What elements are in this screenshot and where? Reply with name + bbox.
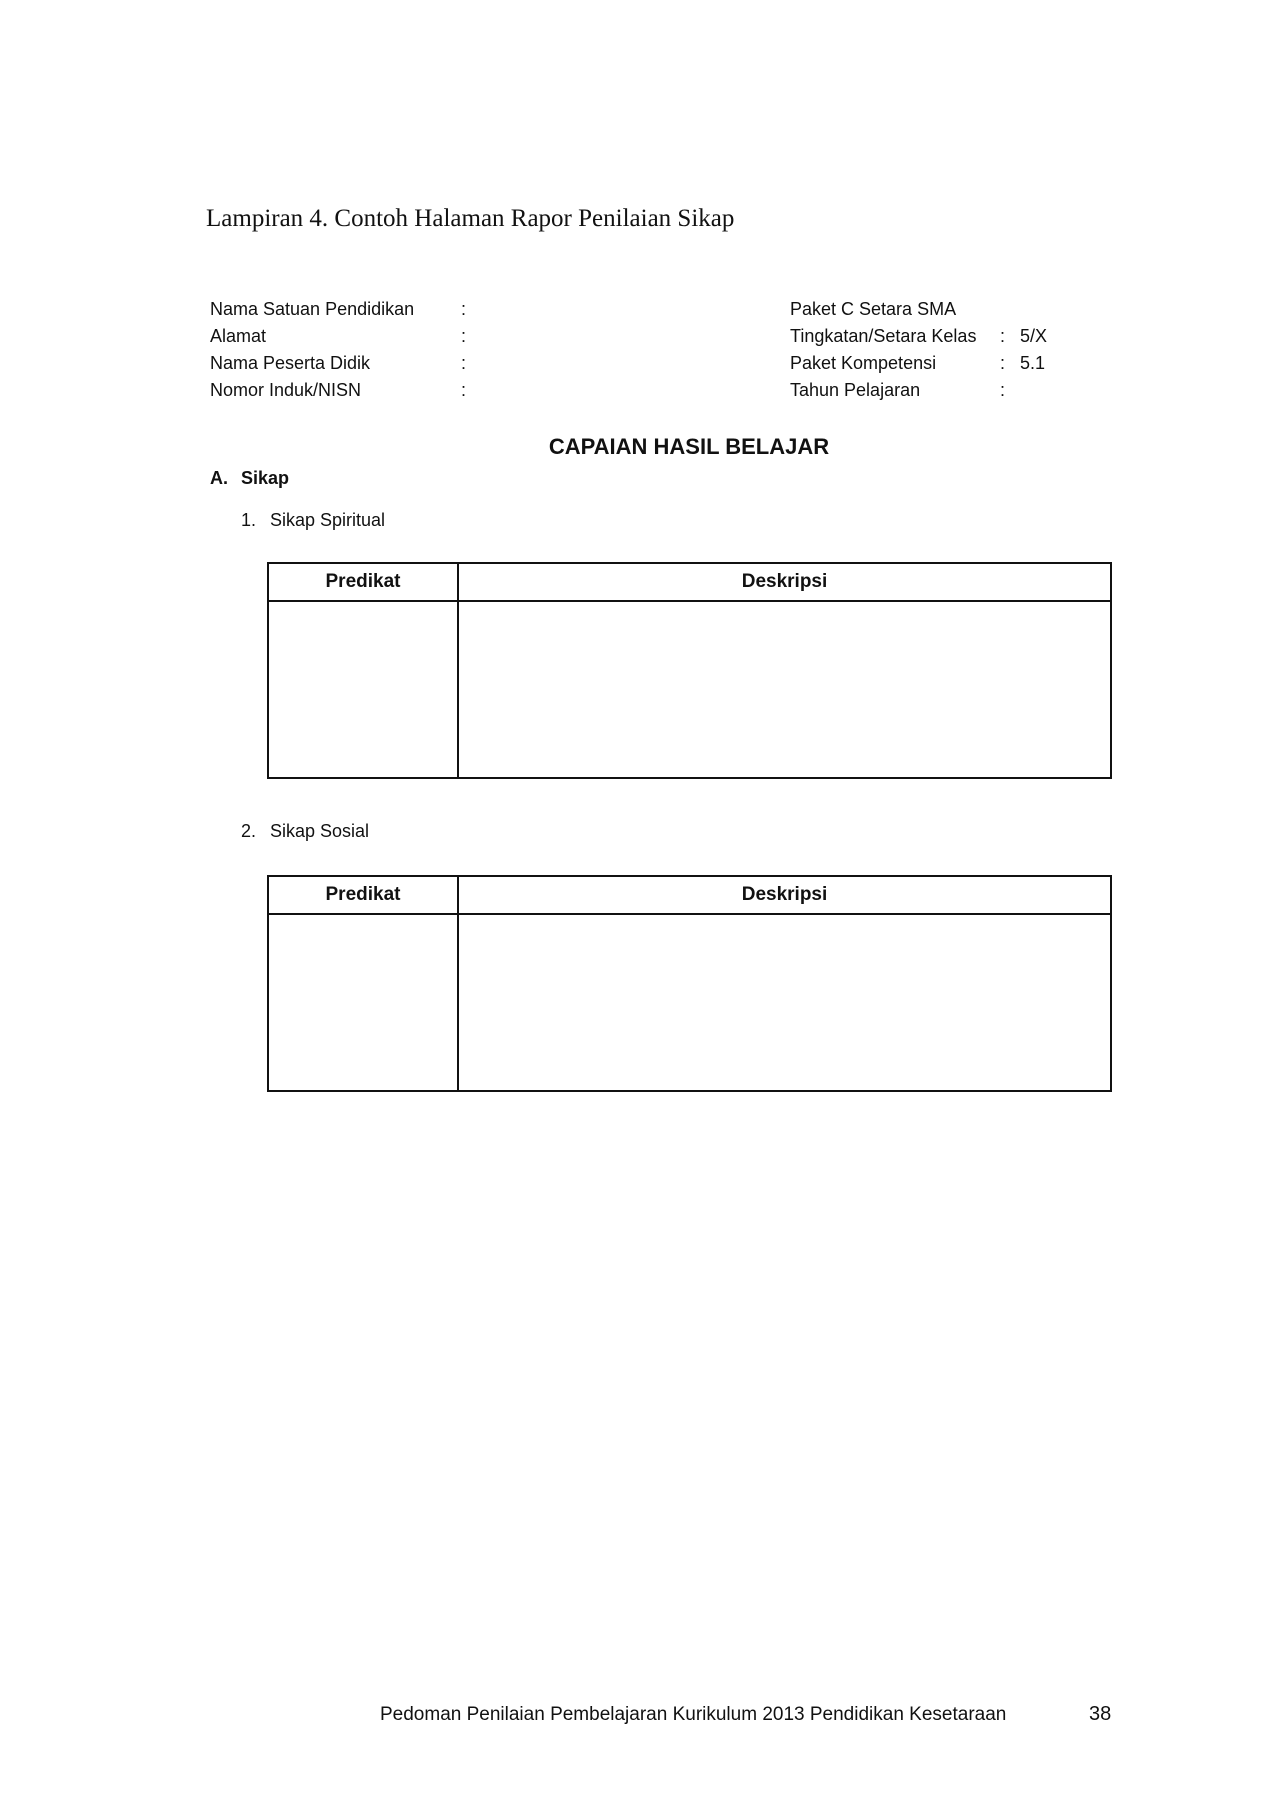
identity-label: Nomor Induk/NISN (210, 380, 362, 400)
identity-colon: : (1000, 326, 1006, 346)
identity-colon: : (461, 326, 467, 346)
subsection-a (210, 468, 289, 489)
identity-colon: : (461, 299, 467, 319)
identity-row-nisn (210, 377, 610, 404)
identity-row-school-year (790, 377, 1090, 404)
footer-text: Pedoman Penilaian Pembelajaran Kurikulum 2013 Pendidikan Kesetaraan (380, 1704, 1007, 1725)
identity-colon: : (1000, 353, 1006, 373)
page-title: Lampiran 4. Contoh Halaman Rapor Penilaian Sikap (206, 205, 735, 232)
identity-label: Tahun Pelajaran (790, 380, 921, 400)
identity-label: Paket C Setara SMA (790, 299, 957, 319)
subsection-label: Sikap (241, 468, 290, 488)
cell-deskripsi (458, 601, 1111, 778)
header-predikat: Predikat (268, 563, 458, 601)
identity-colon: : (461, 353, 467, 373)
identity-row-program (790, 296, 1090, 323)
identity-value: 5.1 (1020, 353, 1046, 373)
subsection-marker: A. (210, 468, 228, 488)
identity-value: 5/X (1020, 326, 1048, 346)
identity-row-competency-package (790, 350, 1090, 377)
identity-right (790, 296, 1090, 404)
cell-deskripsi (458, 914, 1111, 1091)
item-social (241, 821, 369, 842)
identity-row-grade-level (790, 323, 1090, 350)
page-number: 38 (1089, 1703, 1112, 1725)
item-label: Sikap Spiritual (270, 510, 386, 530)
identity-label: Nama Satuan Pendidikan (210, 299, 415, 319)
item-marker: 2. (241, 821, 257, 841)
header-predikat: Predikat (268, 876, 458, 914)
social-table (267, 875, 1112, 1092)
section-heading: CAPAIAN HASIL BELAJAR (548, 434, 830, 459)
item-spiritual (241, 510, 385, 531)
item-marker: 1. (241, 510, 257, 530)
identity-label: Alamat (210, 326, 267, 346)
cell-predikat (268, 914, 458, 1091)
identity-row-student-name (210, 350, 610, 377)
identity-row-address (210, 323, 610, 350)
identity-row-school (210, 296, 610, 323)
spiritual-table (267, 562, 1112, 779)
identity-label: Nama Peserta Didik (210, 353, 371, 373)
header-deskripsi: Deskripsi (458, 876, 1111, 914)
identity-label: Paket Kompetensi (790, 353, 937, 373)
header-deskripsi: Deskripsi (458, 563, 1111, 601)
cell-predikat (268, 601, 458, 778)
item-label: Sikap Sosial (270, 821, 370, 841)
identity-colon: : (1000, 380, 1006, 400)
identity-colon: : (461, 380, 467, 400)
identity-label: Tingkatan/Setara Kelas (790, 326, 977, 346)
identity-left (210, 296, 610, 404)
